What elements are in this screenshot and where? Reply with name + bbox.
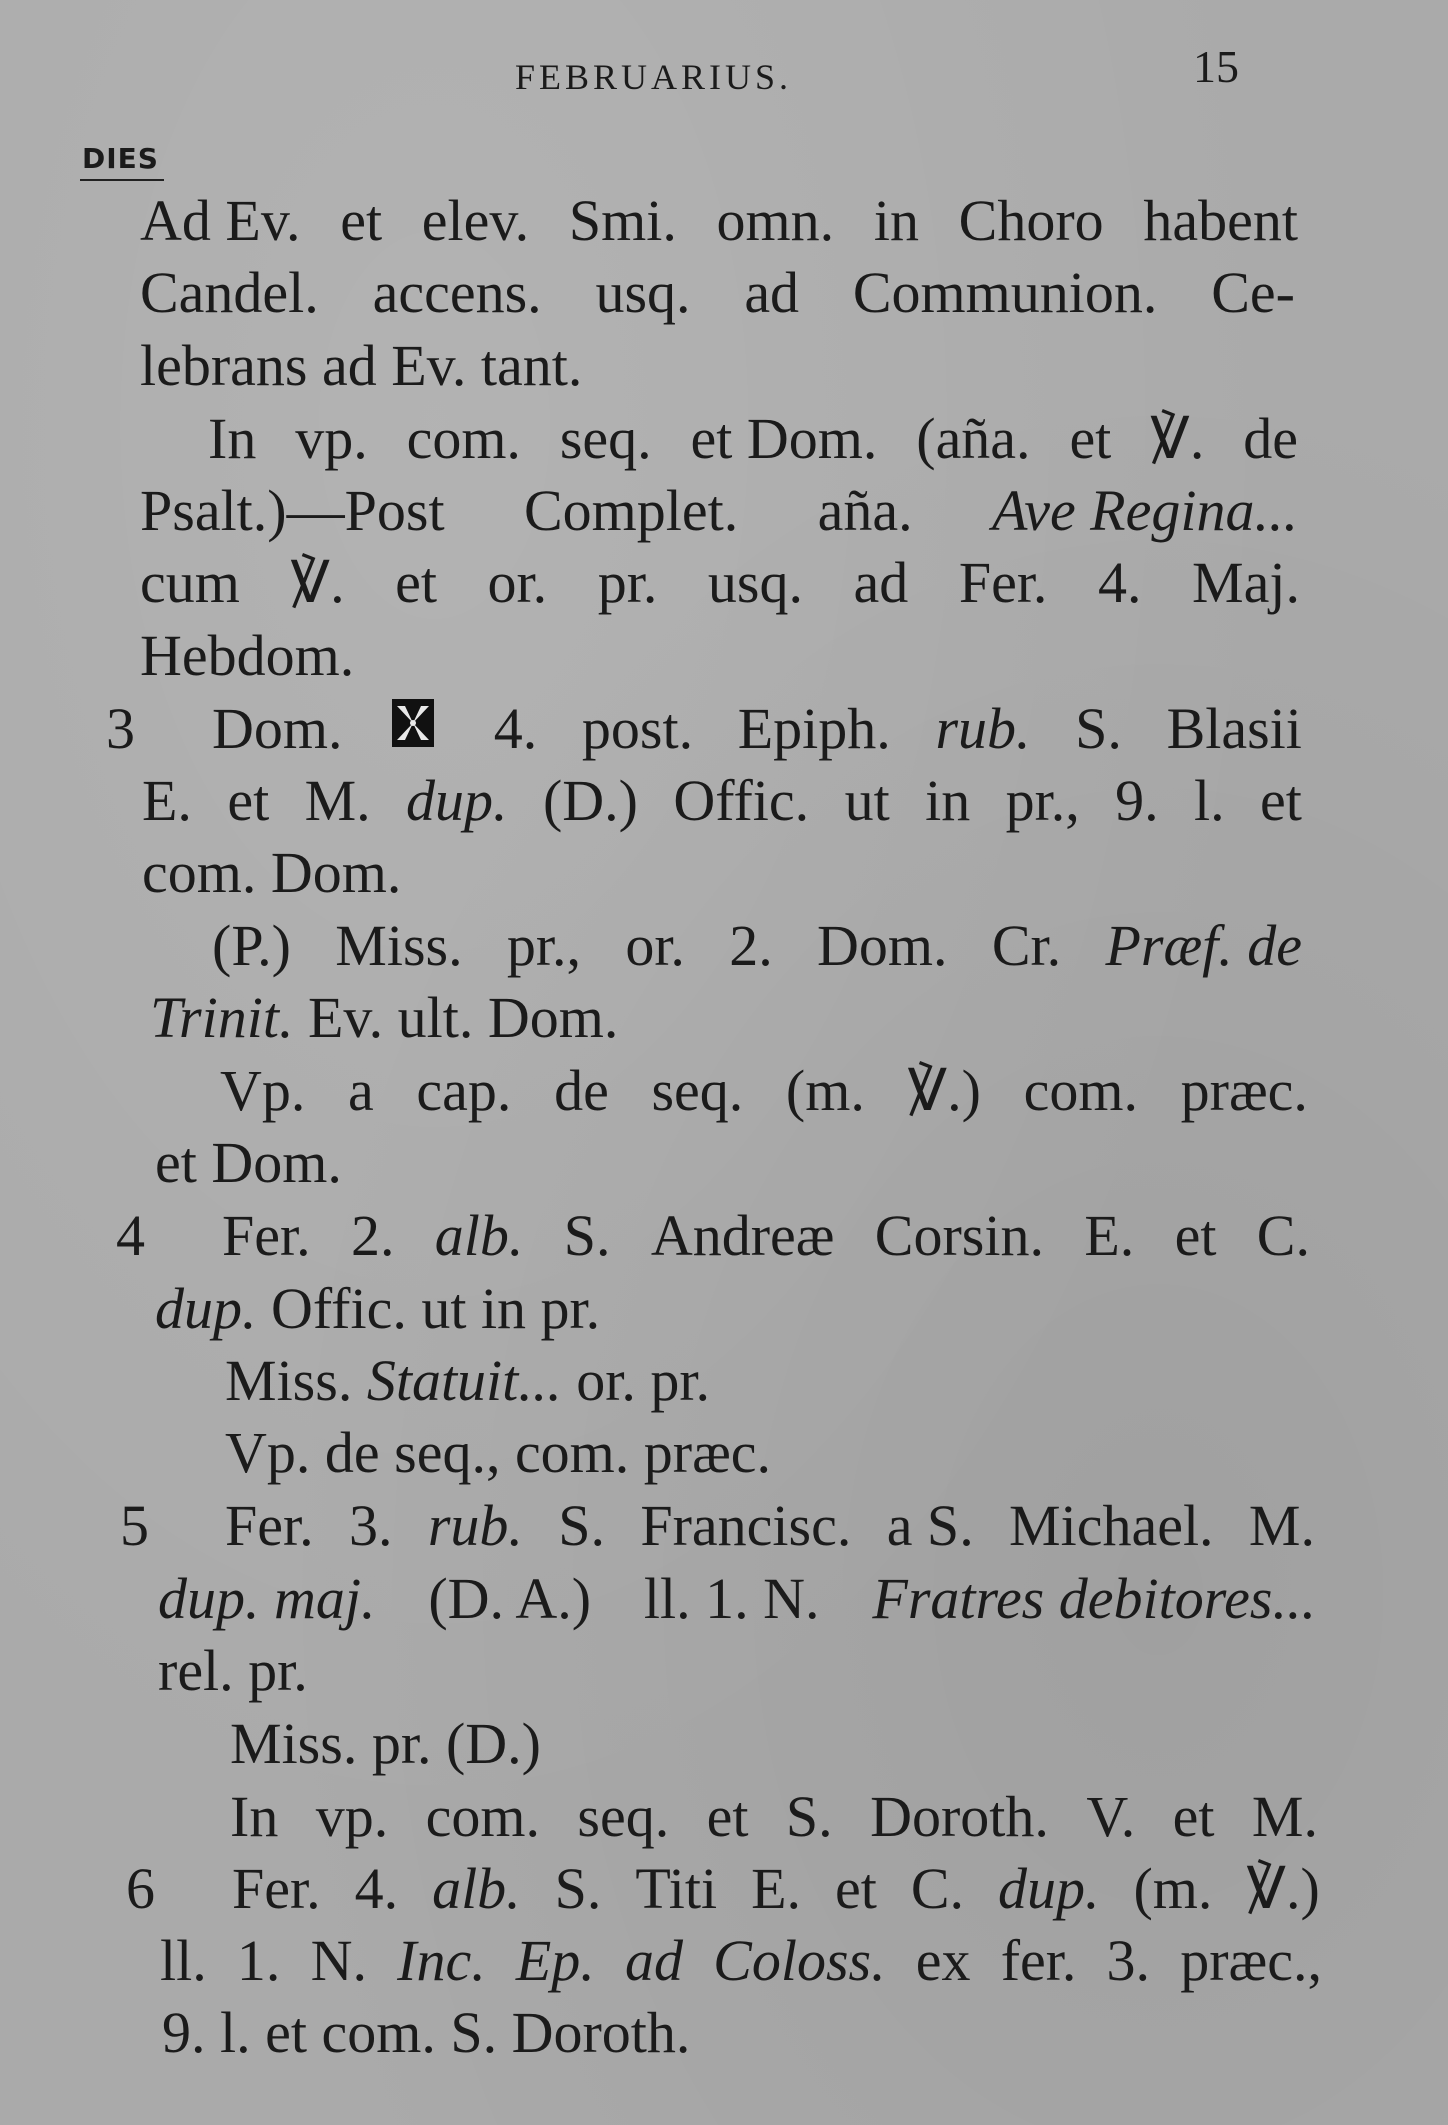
word: elev.	[421, 188, 530, 253]
word: et	[1260, 768, 1302, 833]
word: aña.	[817, 478, 913, 543]
word: rub.	[935, 696, 1031, 761]
text-line	[155, 1273, 600, 1345]
word: præc.	[1180, 1058, 1308, 1123]
word: usq.	[707, 550, 803, 615]
word: ℣.)	[1246, 1856, 1320, 1921]
word: Miss.	[335, 913, 463, 978]
word: (m.	[785, 1058, 865, 1123]
text-line	[220, 1055, 1308, 1127]
word: usq.	[595, 260, 691, 325]
word: 4.	[354, 1856, 399, 1921]
word: Fer.	[232, 1856, 321, 1921]
word: dup.	[997, 1856, 1100, 1921]
word: a	[348, 1058, 374, 1123]
day-number: 4	[116, 1203, 145, 1268]
word: Offic. ut in pr.	[271, 1276, 601, 1341]
word: et	[340, 188, 383, 253]
word: ad	[744, 260, 800, 325]
word: Epiph.	[737, 696, 891, 761]
text-line	[140, 257, 1295, 329]
word: ll. 1. N.	[643, 1566, 820, 1631]
word: in	[873, 188, 919, 253]
word: In	[208, 406, 257, 471]
word: com.	[425, 1784, 540, 1849]
day-number: 6	[126, 1856, 155, 1921]
word: a S.	[886, 1493, 974, 1558]
word: S.	[563, 1203, 611, 1268]
word: Titi	[635, 1856, 718, 1921]
word: (D. A.)	[428, 1566, 592, 1631]
word: Smi.	[568, 188, 677, 253]
word: de	[554, 1058, 609, 1123]
text-line: Miss. pr. (D.)	[230, 1711, 541, 1776]
text-line	[140, 475, 1298, 547]
word: 1.	[236, 1928, 281, 1993]
word: or.	[625, 913, 685, 978]
word: omn.	[716, 188, 835, 253]
word: or. pr.	[576, 1348, 711, 1413]
word: dup. maj.	[158, 1566, 376, 1631]
word: alb.	[434, 1203, 524, 1268]
word: Dom.	[817, 913, 948, 978]
word: de	[1243, 406, 1298, 471]
word: et	[395, 550, 437, 615]
word: cap.	[416, 1058, 512, 1123]
text-line	[225, 1490, 1315, 1562]
word: l.	[1194, 768, 1225, 833]
word: Fer.	[222, 1203, 311, 1268]
word: ex	[915, 1928, 971, 1993]
word: Ep.	[515, 1928, 595, 1993]
word: S.	[785, 1784, 833, 1849]
text-line	[142, 765, 1302, 837]
day-number: 5	[120, 1493, 149, 1558]
word: pr.,	[1005, 768, 1080, 833]
word: N.	[310, 1928, 367, 1993]
word: alb.	[432, 1856, 521, 1921]
word: E.	[1084, 1203, 1135, 1268]
word: Francisc.	[640, 1493, 852, 1558]
word: Fer.	[958, 550, 1048, 615]
word: ut	[844, 768, 890, 833]
word: Michael.	[1009, 1493, 1214, 1558]
text-line: rel. pr.	[158, 1638, 308, 1703]
page-number: 15	[1193, 41, 1239, 92]
word: rub.	[427, 1493, 523, 1558]
word: V.	[1086, 1784, 1136, 1849]
word: dup.	[406, 768, 508, 833]
word: et	[227, 768, 270, 833]
word: S.	[558, 1493, 605, 1558]
word: E.	[751, 1856, 802, 1921]
word: post.	[581, 696, 694, 761]
word: C.	[910, 1856, 965, 1921]
word: et Dom.	[690, 406, 878, 471]
word: et	[1069, 406, 1112, 471]
word: 2.	[350, 1203, 395, 1268]
word: Cr.	[991, 913, 1062, 978]
word: et	[835, 1856, 877, 1921]
word: Ave Regina...	[991, 478, 1298, 543]
word: (P.)	[212, 913, 291, 978]
word: fer.	[1000, 1928, 1077, 1993]
word: ll.	[160, 1928, 207, 1993]
word: præc.,	[1180, 1928, 1322, 1993]
word: Psalt.)—Post	[140, 478, 445, 543]
text-line	[140, 547, 1300, 619]
word: Statuit...	[366, 1348, 562, 1413]
word: M.	[304, 768, 371, 833]
word: Blasii	[1166, 696, 1302, 761]
word: Ce-	[1211, 260, 1295, 325]
word: com.	[406, 406, 521, 471]
maltese-cross-icon	[391, 693, 435, 743]
text-line	[230, 1781, 1318, 1853]
word: Offic.	[673, 768, 810, 833]
text-line	[160, 1925, 1322, 1997]
text-line	[232, 1853, 1320, 1925]
word: ℣.	[290, 550, 345, 615]
word: vp.	[315, 1784, 389, 1849]
text-line	[212, 910, 1302, 982]
word: et	[706, 1784, 749, 1849]
word: 3.	[348, 1493, 393, 1558]
word: Miss.	[225, 1348, 353, 1413]
text-line	[225, 1345, 710, 1417]
day-number: 3	[106, 696, 135, 761]
text-line: Vp. de seq., com. præc.	[225, 1420, 772, 1485]
text-line: 9. l. et com. S. Doroth.	[162, 2000, 691, 2065]
word: ℣.)	[907, 1058, 981, 1123]
word: Corsin.	[874, 1203, 1044, 1268]
word: Inc.	[397, 1928, 486, 1993]
word: 4.	[493, 696, 538, 761]
word: (m.	[1133, 1856, 1213, 1921]
word: Dom.	[212, 696, 343, 761]
word: 2.	[729, 913, 773, 978]
text-line	[222, 1200, 1310, 1272]
word: dup.	[155, 1276, 257, 1341]
text-line: com. Dom.	[142, 840, 402, 905]
text-line	[212, 693, 1302, 765]
word: com.	[1023, 1058, 1138, 1123]
word: pr.,	[506, 913, 582, 978]
word: or.	[487, 550, 548, 615]
page-title: FEBRUARIUS.	[515, 57, 793, 97]
word: ad	[853, 550, 909, 615]
word: Coloss.	[713, 1928, 886, 1993]
word: Fer.	[225, 1493, 314, 1558]
text-line	[140, 185, 1298, 257]
word: S.	[554, 1856, 602, 1921]
dies-column-label: DIES	[80, 142, 164, 181]
word: 9.	[1115, 768, 1159, 833]
word: ℣.	[1150, 406, 1205, 471]
word: Præf. de	[1105, 913, 1302, 978]
word: Vp.	[220, 1058, 306, 1123]
word: Fratres debitores...	[872, 1566, 1316, 1631]
word: M.	[1251, 1784, 1318, 1849]
word: Maj.	[1192, 550, 1300, 615]
word: 4.	[1097, 550, 1142, 615]
text-line	[208, 403, 1298, 475]
word: seq.	[559, 406, 652, 471]
word: C.	[1256, 1203, 1310, 1268]
word: Communion.	[852, 260, 1158, 325]
word: pr.	[597, 550, 658, 615]
word: 3.	[1106, 1928, 1151, 1993]
word: Doroth.	[870, 1784, 1049, 1849]
word: Choro	[958, 188, 1104, 253]
word: habent	[1143, 188, 1298, 253]
text-line	[158, 1563, 1316, 1635]
word: ad	[624, 1928, 683, 1993]
text-line	[150, 982, 618, 1054]
text-line: et Dom.	[155, 1130, 342, 1195]
word: vp.	[295, 406, 368, 471]
word: et	[1174, 1203, 1217, 1268]
word: Trinit.	[150, 985, 294, 1050]
word: Ev. ult. Dom.	[307, 985, 619, 1050]
word: Ad Ev.	[140, 188, 301, 253]
word: seq.	[651, 1058, 744, 1123]
text-line: lebrans ad Ev. tant.	[140, 333, 583, 398]
word: Candel.	[140, 260, 319, 325]
word: S.	[1075, 696, 1122, 761]
word: in	[925, 768, 971, 833]
word: In	[230, 1784, 279, 1849]
word: (D.)	[542, 768, 638, 833]
word: accens.	[372, 260, 542, 325]
word: Andreæ	[650, 1203, 835, 1268]
word: et	[1172, 1784, 1215, 1849]
word: M.	[1248, 1493, 1315, 1558]
word: E.	[142, 768, 192, 833]
word: seq.	[577, 1784, 670, 1849]
word: cum	[140, 550, 240, 615]
text-line: Hebdom.	[140, 623, 355, 688]
word: Complet.	[523, 478, 739, 543]
word: (aña.	[916, 406, 1031, 471]
